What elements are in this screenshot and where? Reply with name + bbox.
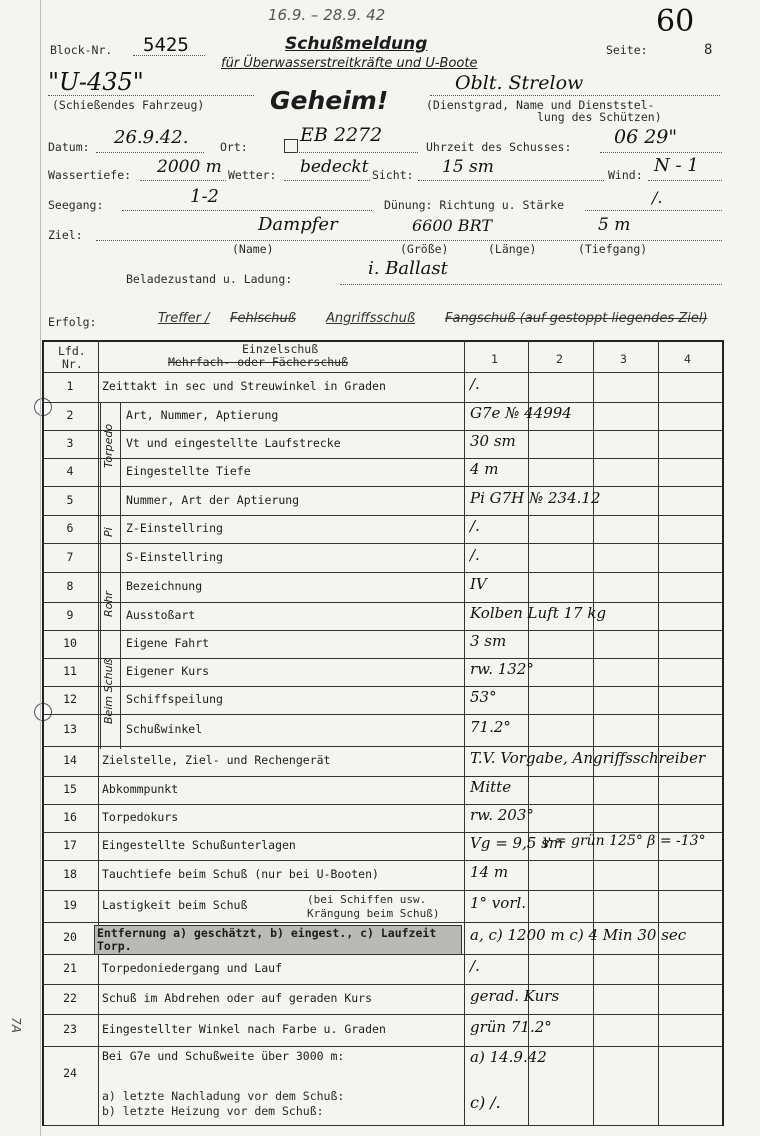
row-number: 14: [63, 753, 77, 767]
block-dots: [133, 55, 205, 56]
col-1: 1: [491, 352, 498, 366]
row-label: Eigener Kurs: [126, 664, 210, 678]
row-value: rw. 203°: [470, 806, 534, 824]
row19-extra-2: Krängung beim Schuß): [307, 907, 440, 920]
row-number: 5: [66, 492, 74, 507]
row-number: 21: [63, 961, 77, 975]
row-number: 22: [63, 991, 77, 1005]
row-number: 3: [66, 436, 74, 450]
row-label: Tauchtiefe beim Schuß (nur bei U-Booten): [102, 867, 379, 881]
row24-val-b: c) /.: [470, 1093, 501, 1112]
cargo-value: i. Ballast: [368, 258, 448, 279]
row-value: T.V. Vorgabe, Angriffsschreiber: [470, 749, 706, 767]
row-label: Z-Einstellring: [126, 521, 223, 535]
place-dots: [296, 152, 418, 153]
group-schuss: Beim Schuß: [102, 658, 115, 724]
wind-value: N - 1: [654, 155, 699, 176]
swell-dots: [585, 210, 722, 211]
row-number: 24: [63, 1066, 77, 1080]
time-dots: [600, 152, 722, 153]
row-value: gerad. Kurs: [470, 987, 560, 1005]
row17-extra: γ = grün 125° β = -13°: [542, 833, 706, 849]
row24-b: b) letzte Heizung vor dem Schuß:: [102, 1104, 324, 1118]
sea-dots: [122, 210, 372, 211]
visibility-label: Sicht:: [372, 168, 414, 182]
wind-label: Wind:: [608, 168, 643, 182]
col-3: 3: [620, 352, 627, 366]
row-label: Zielstelle, Ziel- und Rechengerät: [102, 753, 331, 767]
time-label: Uhrzeit des Schusses:: [426, 140, 572, 154]
row-label: Eingestellter Winkel nach Farbe u. Graden: [102, 1022, 386, 1036]
row-number: 1: [66, 379, 74, 393]
row-label: Eigene Fahrt: [126, 636, 210, 650]
group-rohr: Rohr: [102, 591, 115, 617]
row-number: 2: [66, 408, 74, 422]
row-value: 1° vorl.: [470, 894, 527, 912]
row-number: 9: [66, 608, 74, 622]
row-value: G7e № 44994: [470, 404, 572, 422]
date-value: 26.9.42.: [114, 127, 189, 148]
row-label: Eingestellte Tiefe: [126, 464, 251, 478]
row-label: Schußwinkel: [126, 722, 203, 736]
subtitle: für Überwasserstreitkräfte und U-Boote: [221, 56, 478, 71]
row-number: 18: [63, 867, 77, 881]
shooter-dots: [430, 95, 720, 96]
sea-label: Seegang:: [48, 198, 104, 212]
row-value: 53°: [470, 688, 497, 706]
row-label: Nummer, Art der Aptierung: [126, 492, 300, 507]
shooter-name: Oblt. Strelow: [455, 72, 584, 94]
row-label: Eingestellte Schußunterlagen: [102, 838, 296, 852]
row-number: 19: [63, 898, 77, 912]
row-value: /.: [470, 517, 480, 535]
date-dots: [96, 152, 204, 153]
row24-a: a) letzte Nachladung vor dem Schuß:: [102, 1089, 345, 1103]
row-label: Abkommpunkt: [102, 782, 179, 796]
cap-draft: (Tiefgang): [578, 242, 648, 256]
row-number: 17: [63, 838, 77, 852]
boat-dots: [48, 95, 254, 96]
title: Schußmeldung: [285, 34, 428, 54]
row-value: Vg = 9,5 sm: [470, 834, 564, 852]
row-value: IV: [470, 575, 487, 593]
row-value: 30 sm: [470, 432, 516, 450]
swell-label: Dünung: Richtung u. Stärke: [384, 198, 565, 212]
head-multi: Mehrfach- oder Fächerschuß: [168, 355, 349, 369]
date-label: Datum:: [48, 140, 90, 154]
col-2: 2: [556, 352, 563, 366]
row-label: Torpedokurs: [102, 810, 179, 824]
head-single: Einzelschuß: [242, 342, 319, 356]
row-number: 4: [66, 464, 74, 478]
depth-value: 2000 m: [157, 157, 222, 177]
row-value: 14 m: [470, 863, 509, 881]
margin-line: [40, 0, 41, 1136]
visibility-dots: [418, 180, 604, 181]
row-number: 15: [63, 782, 77, 796]
target-draft: 5 m: [598, 215, 631, 235]
col-nr-2: Nr.: [62, 357, 83, 371]
page-label: Seite:: [606, 43, 648, 57]
target-size: 6600 BRT: [412, 216, 492, 235]
depth-label: Wassertiefe:: [48, 168, 132, 182]
row-value: rw. 132°: [470, 660, 534, 678]
row-number: 13: [63, 722, 77, 736]
row-value: 71.2°: [470, 718, 511, 736]
row19-extra-1: (bei Schiffen usw.: [307, 893, 427, 906]
cargo-label: Beladezustand u. Ladung:: [126, 272, 293, 286]
shot-data-table: [42, 340, 723, 1126]
row-number: 16: [63, 810, 77, 824]
col-nr-1: Lfd.: [58, 344, 86, 358]
date-range: 16.9. – 28.9. 42: [268, 6, 386, 24]
wind-dots: [648, 180, 722, 181]
result-hit: Treffer /: [158, 311, 210, 326]
time-value: 06 29": [614, 126, 678, 148]
weather-label: Wetter:: [228, 168, 277, 182]
block-label: Block-Nr.: [50, 43, 113, 57]
block-number: 5425: [143, 34, 189, 56]
row-value: grün 71.2°: [470, 1018, 552, 1036]
row-value: /.: [470, 957, 480, 975]
row-number: 7: [66, 549, 74, 564]
weather-dots: [284, 180, 370, 181]
row-number: 20: [63, 930, 77, 944]
row-label: Ausstoßart: [126, 608, 196, 622]
row-value: /.: [470, 545, 480, 564]
cap-name: (Name): [232, 242, 274, 256]
place-value: EB 2272: [300, 124, 383, 146]
margin-note: 7A: [8, 1017, 23, 1033]
row-value: a, c) 1200 m c) 4 Min 30 sec: [470, 926, 687, 944]
cap-size: (Größe): [400, 242, 449, 256]
secret-stamp: Geheim!: [270, 86, 389, 115]
row-value: Pi G7H № 234.12: [470, 488, 601, 507]
boat-caption: (Schießendes Fahrzeug): [52, 98, 205, 112]
row-label: Lastigkeit beim Schuß: [102, 898, 248, 912]
col-4: 4: [684, 352, 691, 366]
target-label: Ziel:: [48, 228, 83, 242]
place-box: [284, 139, 298, 153]
shooter-caption-1: (Dienstgrad, Name und Dienststel-: [426, 98, 655, 112]
row-label: Schiffspeilung: [126, 692, 223, 706]
row-number: 12: [63, 692, 77, 706]
boat-id: "U-435": [48, 68, 144, 96]
group-pi: Pi: [102, 527, 115, 537]
row-value: Mitte: [470, 778, 512, 796]
depth-dots: [140, 180, 226, 181]
shooter-caption-2: lung des Schützen): [537, 110, 662, 124]
row-value: Kolben Luft 17 kg: [470, 604, 607, 622]
page-number-print: 8: [704, 42, 713, 58]
result-label: Erfolg:: [48, 315, 97, 329]
row-number: 8: [66, 579, 74, 593]
target-dots: [96, 240, 722, 241]
result-attack: Angriffsschuß: [326, 311, 416, 326]
group-torpedo: Torpedo: [102, 423, 115, 469]
row-number: 10: [63, 636, 77, 650]
result-miss: Fehlschuß: [230, 311, 296, 326]
row-label: Bezeichnung: [126, 579, 203, 593]
row-label: Zeittakt in sec und Streuwinkel in Graden: [102, 379, 386, 393]
row-value: a) 14.9.42: [470, 1048, 547, 1066]
cap-length: (Länge): [488, 242, 537, 256]
cargo-dots: [340, 284, 722, 285]
row-number: 23: [63, 1022, 77, 1036]
result-catch: Fangschuß (auf gestoppt liegendes Ziel): [445, 311, 708, 326]
row-label: Art, Nummer, Aptierung: [126, 408, 279, 422]
row-label: Vt und eingestellte Laufstrecke: [126, 436, 341, 450]
row-label: Torpedoniedergang und Lauf: [102, 961, 283, 975]
place-label: Ort:: [220, 140, 248, 154]
row-label: Bei G7e und Schußweite über 3000 m:: [102, 1049, 345, 1063]
row-number: 6: [66, 521, 74, 535]
row-number: 11: [63, 664, 77, 678]
visibility-value: 15 sm: [442, 157, 494, 177]
row-label: Schuß im Abdrehen oder auf geraden Kurs: [102, 991, 373, 1005]
row-label: Entfernung a) geschätzt, b) eingest., c) Laufzeit Torp.: [94, 925, 462, 955]
swell-value: /.: [652, 188, 663, 207]
sea-value: 1-2: [190, 186, 219, 207]
weather-value: bedeckt: [300, 157, 369, 177]
row-value: /.: [470, 375, 480, 393]
page-number-hand: 60: [656, 4, 695, 39]
row-label: S-Einstellring: [126, 549, 223, 564]
target-name: Dampfer: [258, 214, 338, 235]
row-value: 3 sm: [470, 632, 507, 650]
row-value: 4 m: [470, 460, 499, 478]
